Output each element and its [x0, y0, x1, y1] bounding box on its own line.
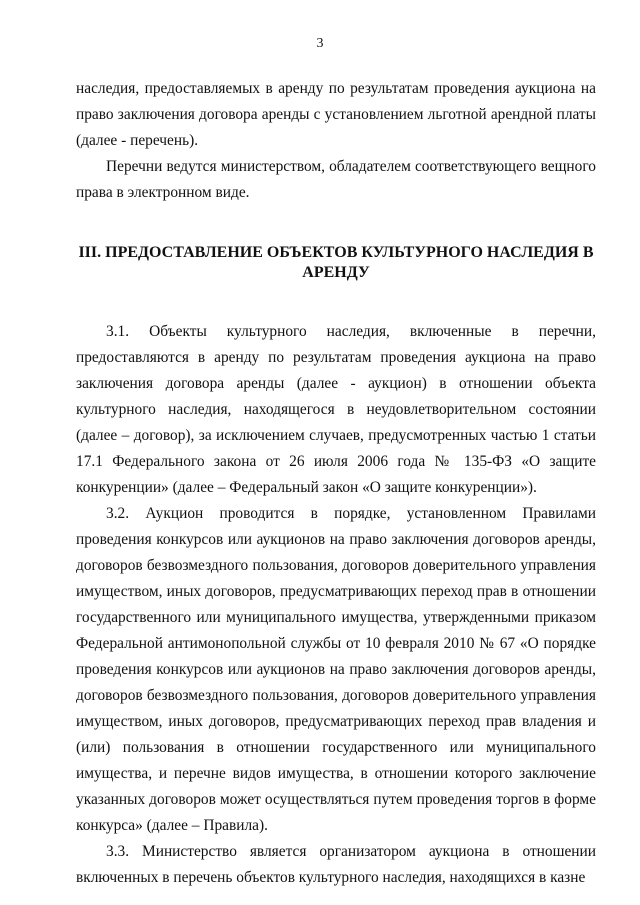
section-heading-line-1: III. ПРЕДОСТАВЛЕНИЕ ОБЪЕКТОВ КУЛЬТУРНОГО НАСЛЕДИЯ В: [78, 244, 594, 261]
clause-3-2: 3.2. Аукцион проводится в порядке, установленном Правилами проведения конкурсов или аукционов на право заключения договоров аренды, договоров безвозмездного пользования, договоров доверительного управления имуществом, иных договоров, предусматривающих переход прав в отношении государственного или муниципального имущества, утвержденными приказом Федеральной антимонопольной службы от 10 февраля 2010 № 67 «О порядке проведения конкурсов или аукционов на право заключения договоров аренды, договоров безвозмездного пользования, договоров доверительного управления имуществом, иных договоров, предусматривающих переход прав владения и (или) пользования в отношении государственного или муниципального имущества, и перечне видов имущества, в отношении которого заключение указанных договоров может осуществляться путем проведения торгов в форме конкурса» (далее – Правила).: [76, 505, 596, 834]
section-heading: [76, 243, 596, 283]
section-heading-line-2: АРЕНДУ: [302, 264, 370, 281]
clause-3-1: 3.1. Объекты культурного наследия, включенные в перечни, предоставляются в аренду по результатам проведения аукциона на право заключения договора аренды (далее - аукцион) в отношении объекта культурного наследия, находящегося в неудовлетворительном состоянии (далее – договор), за исключением случаев, предусмотренных частью 1 статьи 17.1 Федерального закона от 26 июля 2006 года № 135-ФЗ «О защите конкуренции» (далее – Федеральный закон «О защите конкуренции»).: [76, 323, 596, 496]
clause-3-3: 3.3. Министерство является организатором аукциона в отношении включенных в перечень объектов культурного наследия, находящихся в казне: [76, 843, 596, 886]
continued-paragraph: наследия, предоставляемых в аренду по результатам проведения аукциона на право заключения договора аренды с установлением льготной арендной платы (далее - перечень).: [76, 80, 596, 149]
document-body: [76, 76, 596, 891]
registry-paragraph: Перечни ведутся министерством, обладателем соответствующего вещного права в электронном виде.: [76, 158, 596, 201]
page-number: 3: [316, 36, 324, 51]
